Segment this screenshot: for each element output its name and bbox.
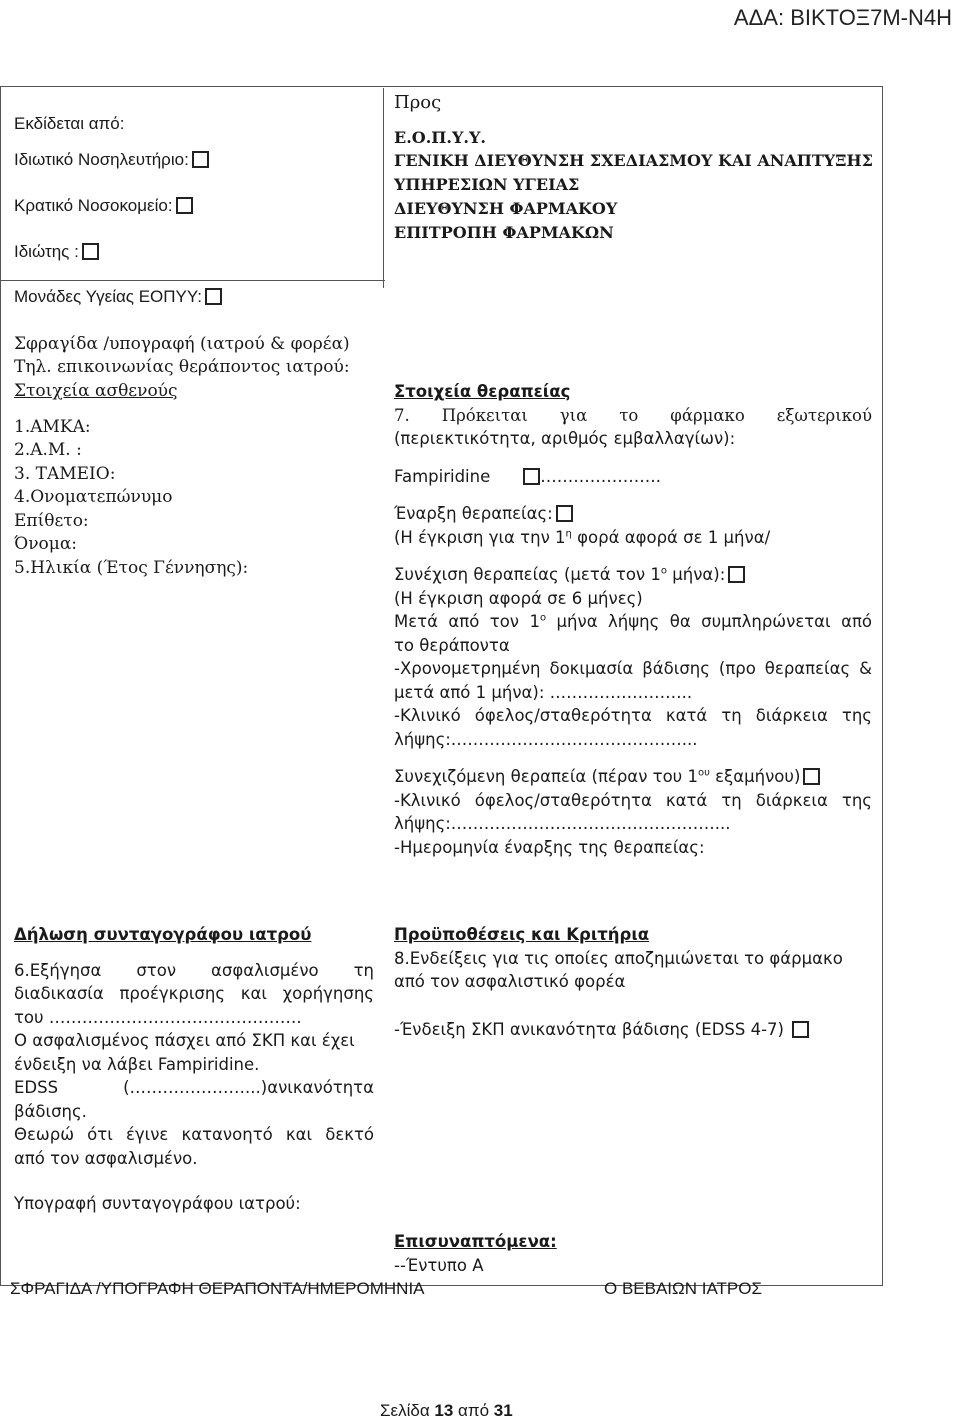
declaration-p3-line2: βάδισης. bbox=[14, 1101, 87, 1121]
private-clinic-label: Ιδιωτικό Νοσηλευτήριο: bbox=[14, 150, 189, 169]
ongoing-sup: ου bbox=[697, 767, 710, 779]
declaration-block bbox=[14, 923, 374, 1216]
patient-name: Όνομα: bbox=[14, 534, 78, 554]
recipient-line3: ΔΙΕΥΘΥΝΣΗ ΦΑΡΜΑΚΟΥ bbox=[394, 198, 618, 218]
page-total: 31 bbox=[493, 1401, 513, 1420]
criteria-heading: Προϋποθέσεις και Κριτήρια bbox=[394, 925, 650, 944]
private-doctor-checkbox[interactable] bbox=[82, 243, 99, 260]
recipient-line2: ΥΠΗΡΕΣΙΩΝ ΥΓΕΙΑΣ bbox=[394, 174, 580, 194]
patient-am: 2.Α.Μ. : bbox=[14, 440, 82, 460]
declaration-p1-line3: του ………………………………………. bbox=[14, 1007, 302, 1027]
declaration-p1-line1: 6.Εξήγησα στον ασφαλισμένο τη bbox=[14, 960, 374, 980]
criteria-edss-checkbox[interactable] bbox=[792, 1021, 809, 1038]
declaration-p3-line1: EDSS (…………………...)ανικανότητα bbox=[14, 1078, 374, 1097]
patient-amka: 1.ΑΜΚΑ: bbox=[14, 416, 91, 437]
public-hospital-row bbox=[14, 194, 209, 218]
patient-fullname: 4.Ονοματεπώνυμο bbox=[14, 487, 173, 507]
after-month-sup: ο bbox=[539, 612, 547, 624]
after-month-line2: το θεράποντα bbox=[394, 635, 510, 655]
page-middle: από bbox=[453, 1401, 494, 1420]
recipient-block bbox=[394, 91, 873, 245]
eopyy-units-label: Μονάδες Υγείας ΕΟΠΥΥ: bbox=[14, 287, 203, 306]
private-doctor-row bbox=[14, 240, 209, 264]
declaration-heading: Δήλωση συνταγογράφου ιατρού bbox=[14, 925, 312, 944]
patient-block bbox=[14, 380, 248, 580]
continuation-note: (Η έγκριση αφορά σε 6 μήνες) bbox=[394, 588, 643, 608]
public-hospital-label: Κρατικό Νοσοκομείο: bbox=[14, 196, 173, 215]
start-note-text-end: φορά αφορά σε 1 μήνα/ bbox=[571, 527, 771, 547]
footer-certifying-doctor: Ο ΒΕΒΑΙΩΝ ΙΑΤΡΟΣ bbox=[604, 1279, 762, 1298]
therapy-heading: Στοιχεία θεραπείας bbox=[394, 382, 571, 401]
drug-dots: …………………. bbox=[540, 466, 662, 486]
declaration-signature: Υπογραφή συνταγογράφου ιατρού: bbox=[14, 1194, 301, 1213]
continuation-sup: ο bbox=[660, 565, 668, 577]
ada-header: ΑΔΑ: ΒΙΚΤΟΞ7Μ-Ν4Η bbox=[733, 5, 952, 30]
doctor-block bbox=[14, 333, 350, 379]
criteria-block bbox=[394, 923, 872, 1041]
declaration-p4-line2: από τον ασφαλισμένο. bbox=[14, 1148, 198, 1168]
criteria-item8-line1: 8.Ενδείξεις για τις οποίες αποζημιώνεται το φάρμακο bbox=[394, 948, 843, 968]
criteria-edss-label: -Ένδειξη ΣΚΠ ανικανότητα βάδισης (EDSS 4-7) bbox=[394, 1019, 784, 1039]
start-label: Έναρξη θεραπείας: bbox=[394, 504, 553, 523]
ongoing-row bbox=[394, 765, 872, 789]
continuation-label: Συνέχιση θεραπείας (μετά τον 1 bbox=[394, 565, 661, 584]
ongoing-label: Συνεχιζόμενη θεραπεία (πέραν του 1 bbox=[394, 767, 698, 786]
ongoing-checkbox[interactable] bbox=[803, 768, 820, 785]
benefit-line1: -Κλινικό όφελος/σταθερότητα κατά τη διάρκεια της bbox=[394, 706, 872, 725]
public-hospital-checkbox[interactable] bbox=[176, 197, 193, 214]
recipient-to: Προς bbox=[394, 92, 442, 113]
therapy-item7-line1: 7. Πρόκειται για το φάρμακο εξωτερικού bbox=[394, 405, 872, 425]
declaration-p2-line2: ένδειξη να λάβει Fampiridine. bbox=[14, 1054, 260, 1074]
recipient-org: Ε.Ο.Π.Υ.Υ. bbox=[394, 128, 486, 148]
patient-age: 5.Ηλικία (Έτος Γέννησης): bbox=[14, 557, 249, 578]
header-divider bbox=[383, 88, 384, 288]
attachments-item: --Έντυπο Α bbox=[394, 1255, 484, 1275]
start-note-sup: η bbox=[565, 528, 572, 539]
benefit-line2: λήψης:……………………………………... bbox=[394, 729, 698, 749]
private-clinic-row bbox=[14, 148, 209, 172]
start-row bbox=[394, 502, 872, 526]
therapy-block bbox=[394, 380, 872, 859]
footer-stamp-signature: ΣΦΡΑΓΙΔΑ /ΥΠΟΓΡΑΦΗ ΘΕΡΑΠΟΝΤΑ/ΗΜΕΡΟΜΗΝΙΑ bbox=[10, 1279, 425, 1298]
continuation-row bbox=[394, 563, 872, 587]
benefit2-line2: λήψης:…………………………………………... bbox=[394, 814, 731, 833]
patient-surname: Επίθετο: bbox=[14, 510, 89, 531]
declaration-p1-line2: διαδικασία προέγκρισης και χορήγησης bbox=[14, 984, 374, 1003]
issuer-bottom-line bbox=[0, 280, 385, 281]
start-date: -Ημερομηνία έναρξης της θεραπείας: bbox=[394, 837, 705, 857]
recipient-line4: ΕΠΙΤΡΟΠΗ ΦΑΡΜΑΚΩΝ bbox=[394, 222, 614, 242]
continuation-checkbox[interactable] bbox=[728, 566, 745, 583]
continuation-label-end: μήνα): bbox=[667, 565, 726, 584]
timed-walk-line2: μετά από 1 μήνα): …………………….. bbox=[394, 682, 693, 702]
start-note-text: (Η έγκριση για την 1 bbox=[394, 527, 566, 547]
criteria-item8-line2: από τον ασφαλιστικό φορέα bbox=[394, 972, 626, 991]
after-month-line1 bbox=[394, 610, 872, 634]
patient-fund: 3. ΤΑΜΕΙΟ: bbox=[14, 463, 116, 484]
after-month-text-end: μήνα λήψης θα συμπληρώνεται από bbox=[546, 612, 872, 631]
drug-checkbox[interactable] bbox=[523, 468, 540, 485]
ongoing-label-end: εξαμήνου) bbox=[709, 767, 801, 786]
benefit2-line1: -Κλινικό όφελος/σταθερότητα κατά τη διάρκεια της bbox=[394, 790, 872, 810]
attachments-heading: Επισυναπτόμενα: bbox=[394, 1232, 557, 1251]
page-prefix: Σελίδα bbox=[380, 1401, 435, 1420]
attachments-block bbox=[394, 1230, 557, 1277]
issuer-block bbox=[14, 112, 209, 264]
start-note bbox=[394, 526, 872, 550]
eopyy-units-row bbox=[14, 286, 222, 309]
drug-name: Fampiridine bbox=[394, 466, 491, 486]
therapy-item7-line2: (περιεκτικότητα, αριθμός εμβαλλαγίων): bbox=[394, 429, 736, 448]
doctor-stamp: Σφραγίδα /υπογραφή (ιατρού & φορέα) bbox=[14, 334, 350, 354]
recipient-line1: ΓΕΝΙΚΗ ΔΙΕΥΘΥΝΣΗ ΣΧΕΔΙΑΣΜΟΥ ΚΑΙ ΑΝΑΠΤΥΞΗΣ bbox=[394, 150, 873, 170]
timed-walk-line1: -Χρονομετρημένη δοκιμασία βάδισης (προ θεραπείας & bbox=[394, 659, 872, 678]
drug-row bbox=[394, 465, 872, 489]
doctor-phone: Τηλ. επικοινωνίας θεράποντος ιατρού: bbox=[14, 357, 350, 377]
private-doctor-label: Ιδιώτης : bbox=[14, 242, 79, 261]
page-number bbox=[380, 1400, 513, 1423]
private-clinic-checkbox[interactable] bbox=[192, 151, 209, 168]
patient-heading: Στοιχεία ασθενούς bbox=[14, 381, 178, 401]
eopyy-units-checkbox[interactable] bbox=[205, 288, 222, 305]
criteria-edss-row bbox=[394, 1018, 872, 1042]
page-current: 13 bbox=[434, 1401, 454, 1420]
declaration-p2-line1: Ο ασφαλισμένος πάσχει από ΣΚΠ και έχει bbox=[14, 1031, 355, 1050]
declaration-p4-line1: Θεωρώ ότι έγινε κατανοητό και δεκτό bbox=[14, 1125, 374, 1144]
after-month-text: Μετά από τον 1 bbox=[394, 612, 540, 631]
start-checkbox[interactable] bbox=[556, 505, 573, 522]
issuer-title: Εκδίδεται από: bbox=[14, 114, 125, 133]
